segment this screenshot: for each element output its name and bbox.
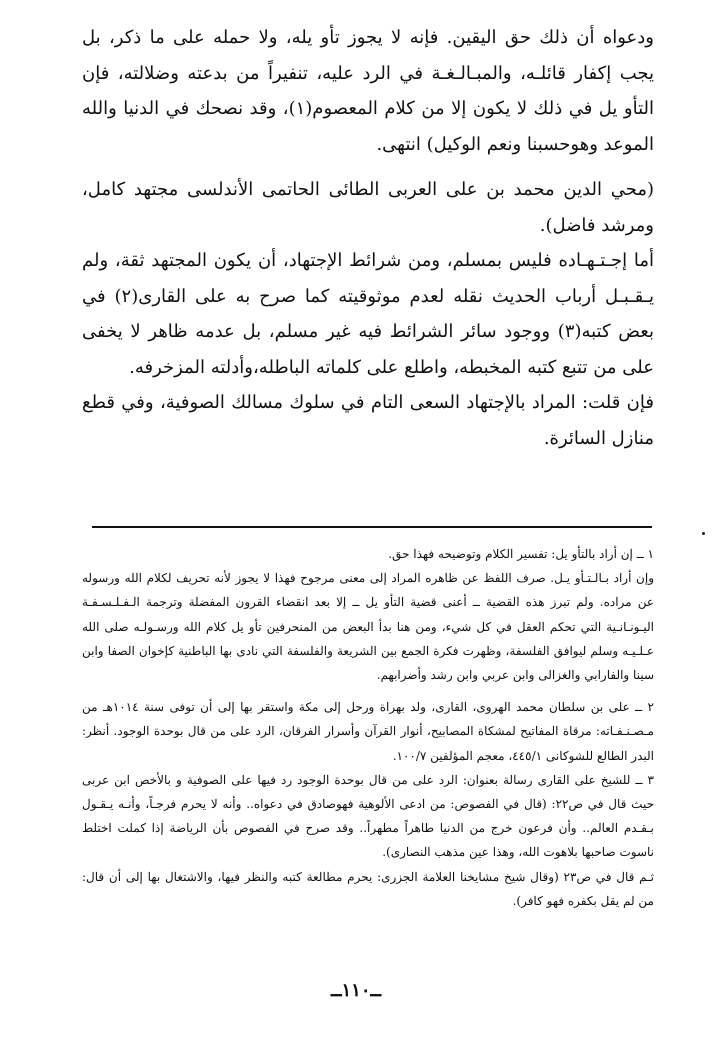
footnote-1-continued: وإن أراد بـالـتـأو يـل. صرف اللفظ عن ظاهره المراد إلى معنى مرجوح فهذا لا يجوز لأنه تحريف لكلام الله ورسوله عن مراده. ولم تبرز هذه القضية ــ أعنى قضية التأو يل ــ إلا بعد انقضاء القرون المفضلة وترجمة الـفـلـسـفـة اليـونـانـية التي تحكم العقل في كل شيء، ومن هنا بدأ البعض من المنحرفين تأو يل كلام الله ورسـولـه صلى الله عـلـيـه وسلم ليوافق الفلسفة، وظهرت فكرة الجمع بين الشريعة والفلسفة التي نادى بها الباطنية كإخوان الصفا وابن سينا والفارابي والغزالى وابن عربي وابن رشد وأضرابهم. [82, 571, 654, 683]
page-number: ــ١١٠ــ [330, 980, 382, 1001]
footnote-3: ٣ ــ للشيخ على القارى رسالة بعنوان: الرد على من قال بوحدة الوجود رد فيها على الصوفية و بالأخص ابن عربى حيث قال في ص٢٢: (قال في الفصوص: من ادعى الألوهية فهوصادق في دعواه.. وأنه لا يحرم فرجـاً، وأنـه يـقـول بـقـدم العالم.. وأن فرعون خرج من الدنيا طاهراً مطهراً.. وقد صرح في الفصوص بأن الرياضة إذا كملت اختلط ناسوت صاحبها بلاهوت الله، وهذا عين مذهب النصارى). [82, 772, 654, 860]
main-paragraph-3: أما إجـتـهـاده فليس بمسلم، ومن شرائط الإجتهاد، أن يكون المجتهد ثقة، ولم يـقـبـل أرباب الحديث نقله لعدم موثوقيته كما صرح به على القارى(٢) في بعض كتبه(٣) ووجود سائر الشرائط فيه غير مسلم، بل عدمه ظاهر لا يخفى على من تتبع كتبه المخبطه، واطلع على كلماته الباطله،وأدلته المزخرفه. [82, 250, 654, 378]
footnote-divider [92, 526, 652, 528]
footnotes [82, 542, 654, 913]
main-paragraph-2: (محي الدين محمد بن على العربى الطائى الحاتمى الأندلسى مجتهد كامل، ومرشد فاضل). [82, 179, 654, 236]
main-paragraph-1: ودعواه أن ذلك حق اليقين. فإنه لا يجوز تأو يله، ولا حمله على ما ذكر، بل يجب إكفار قائلـه، والمبـالـغـة في الرد عليه، تنفيراً من بدعته وضلالته، فإن التأو يل في ذلك لا يكون إلا من كلام المعصوم(١)، وقد نصحك في الدنيا والله الموعد وهوحسبنا ونعم الوكيل) انتهى. [82, 27, 654, 155]
main-text [82, 20, 654, 456]
footnote-3-continued: ثـم قال في ص٢٣ (وقال شيخ مشايخنا العلامة الجزرى: يحرم مطالعة كتبه والنظر فيها، والاشتغال بها إلى أن قال: من لم يقل بكفره فهو كافر). [82, 869, 654, 908]
footnote-1: ١ ــ إن أراد بالتأو يل: تفسير الكلام وتوضيحه فهذا حق. [388, 547, 654, 561]
margin-mark [702, 532, 705, 535]
footnote-2: ٢ ــ على بن سلطان محمد الهروى، القارى، ولد بهراة ورحل إلى مكة واستقر بها إلى أن توفى سنة ١٠١٤هـ من مـصـنـفـاته: مرقاة المفاتيح لمشكاة المصابيح، أنوار القرآن وأسرار الفرقان، الرد على من قال بوحدة الوجود. أنظر: البدر الطالع للشوكانى ٤٤٥/١، معجم المؤلفين ١٠٠/٧. [82, 700, 654, 763]
main-paragraph-4: فإن قلت: المراد بالإجتهاد السعى التام في سلوك مسالك الصوفية، وفي قطع منازل السائرة. [82, 392, 654, 449]
